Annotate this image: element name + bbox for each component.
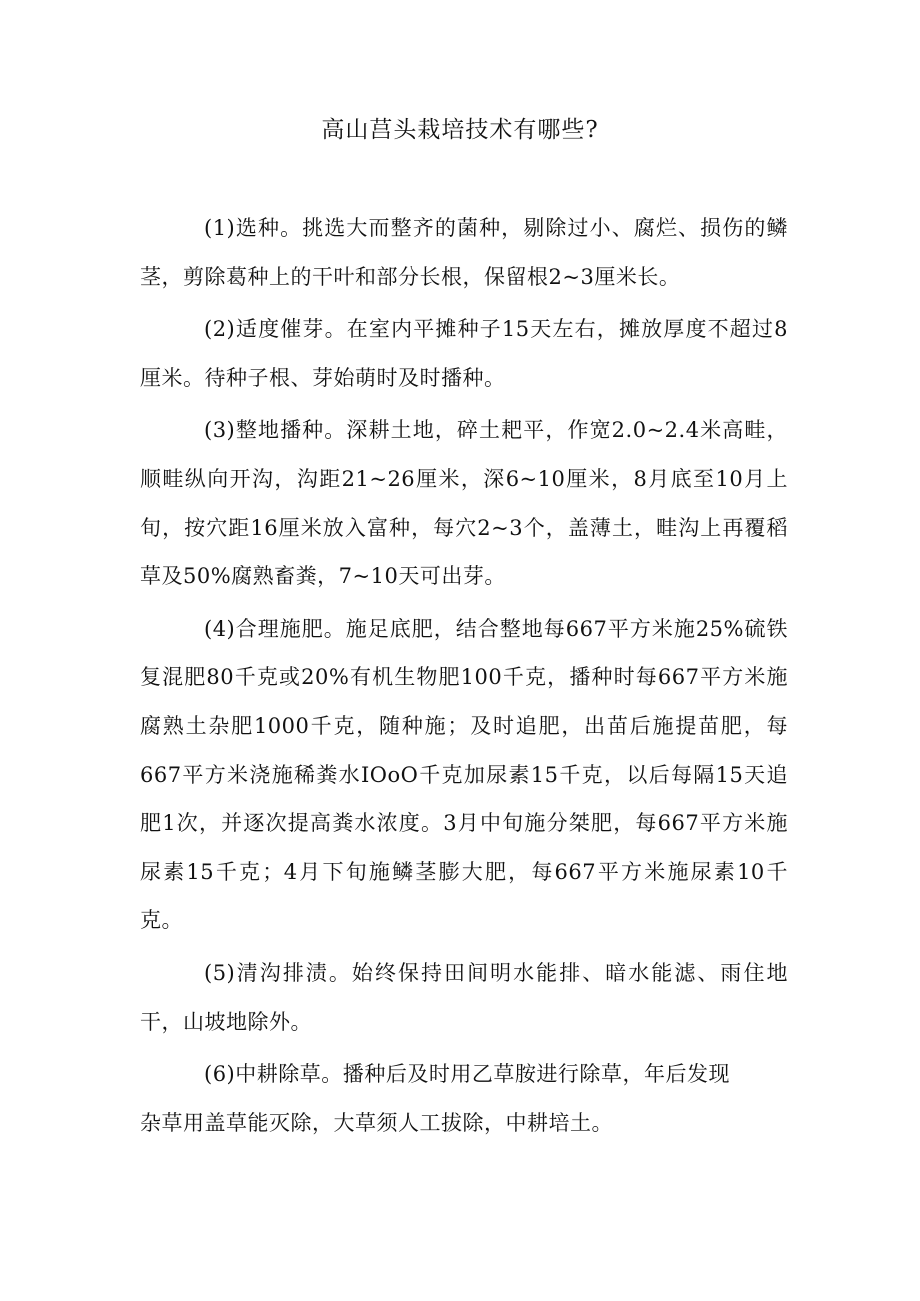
document-body [140,204,788,1151]
paragraph-germination: (2)适度催芽。在室内平摊种子15天左右，摊放厚度不超过8厘米。待种子根、芽始萌时及时播种。 [140,317,788,390]
paragraph-fertilization: (4)合理施肥。施足底肥，结合整地每667平方米施25%硫铁复混肥80千克或20%有机生物肥100千克，播种时每667平方米施腐熟土杂肥1000千克，随种施；及时追肥，出苗后施提苗肥，每667平方米浇施稀粪水IOoO千克加尿素15千克，以后每隔15天追肥1次，并逐次提高粪水浓度。3月中旬施分桀肥，每667平方米施尿素15千克；4月下旬施鳞茎膨大肥，每667平方米施尿素10千克。 [140,616,788,933]
paragraph-select-seed: (1)选种。挑选大而整齐的菌种，剔除过小、腐烂、损伤的鳞茎，剪除葛种上的干叶和部分长根，保留根2~3厘米长。 [140,216,788,289]
paragraph-land-prep-sowing: (3)整地播种。深耕土地，碎土耙平，作宽2.0~2.4米高畦，顺畦纵向开沟，沟距21~26厘米，深6~10厘米，8月底至10月上旬，按穴距16厘米放入富种，每穴2~3个，盖薄土，畦沟上再覆稻草及50%腐熟畜粪，7~10天可出芽。 [140,418,788,589]
paragraph-drainage: (5)清沟排渍。始终保持田间明水能排、暗水能滤、雨住地干，山坡地除外。 [140,960,788,1034]
document-title: 高山莒头栽培技术有哪些? [321,117,599,143]
paragraph-weeding: (6)中耕除草。播种后及时用乙草胺进行除草，年后发现杂草用盖草能灭除，大草须人工拔除，中耕培土。 [140,1062,730,1135]
